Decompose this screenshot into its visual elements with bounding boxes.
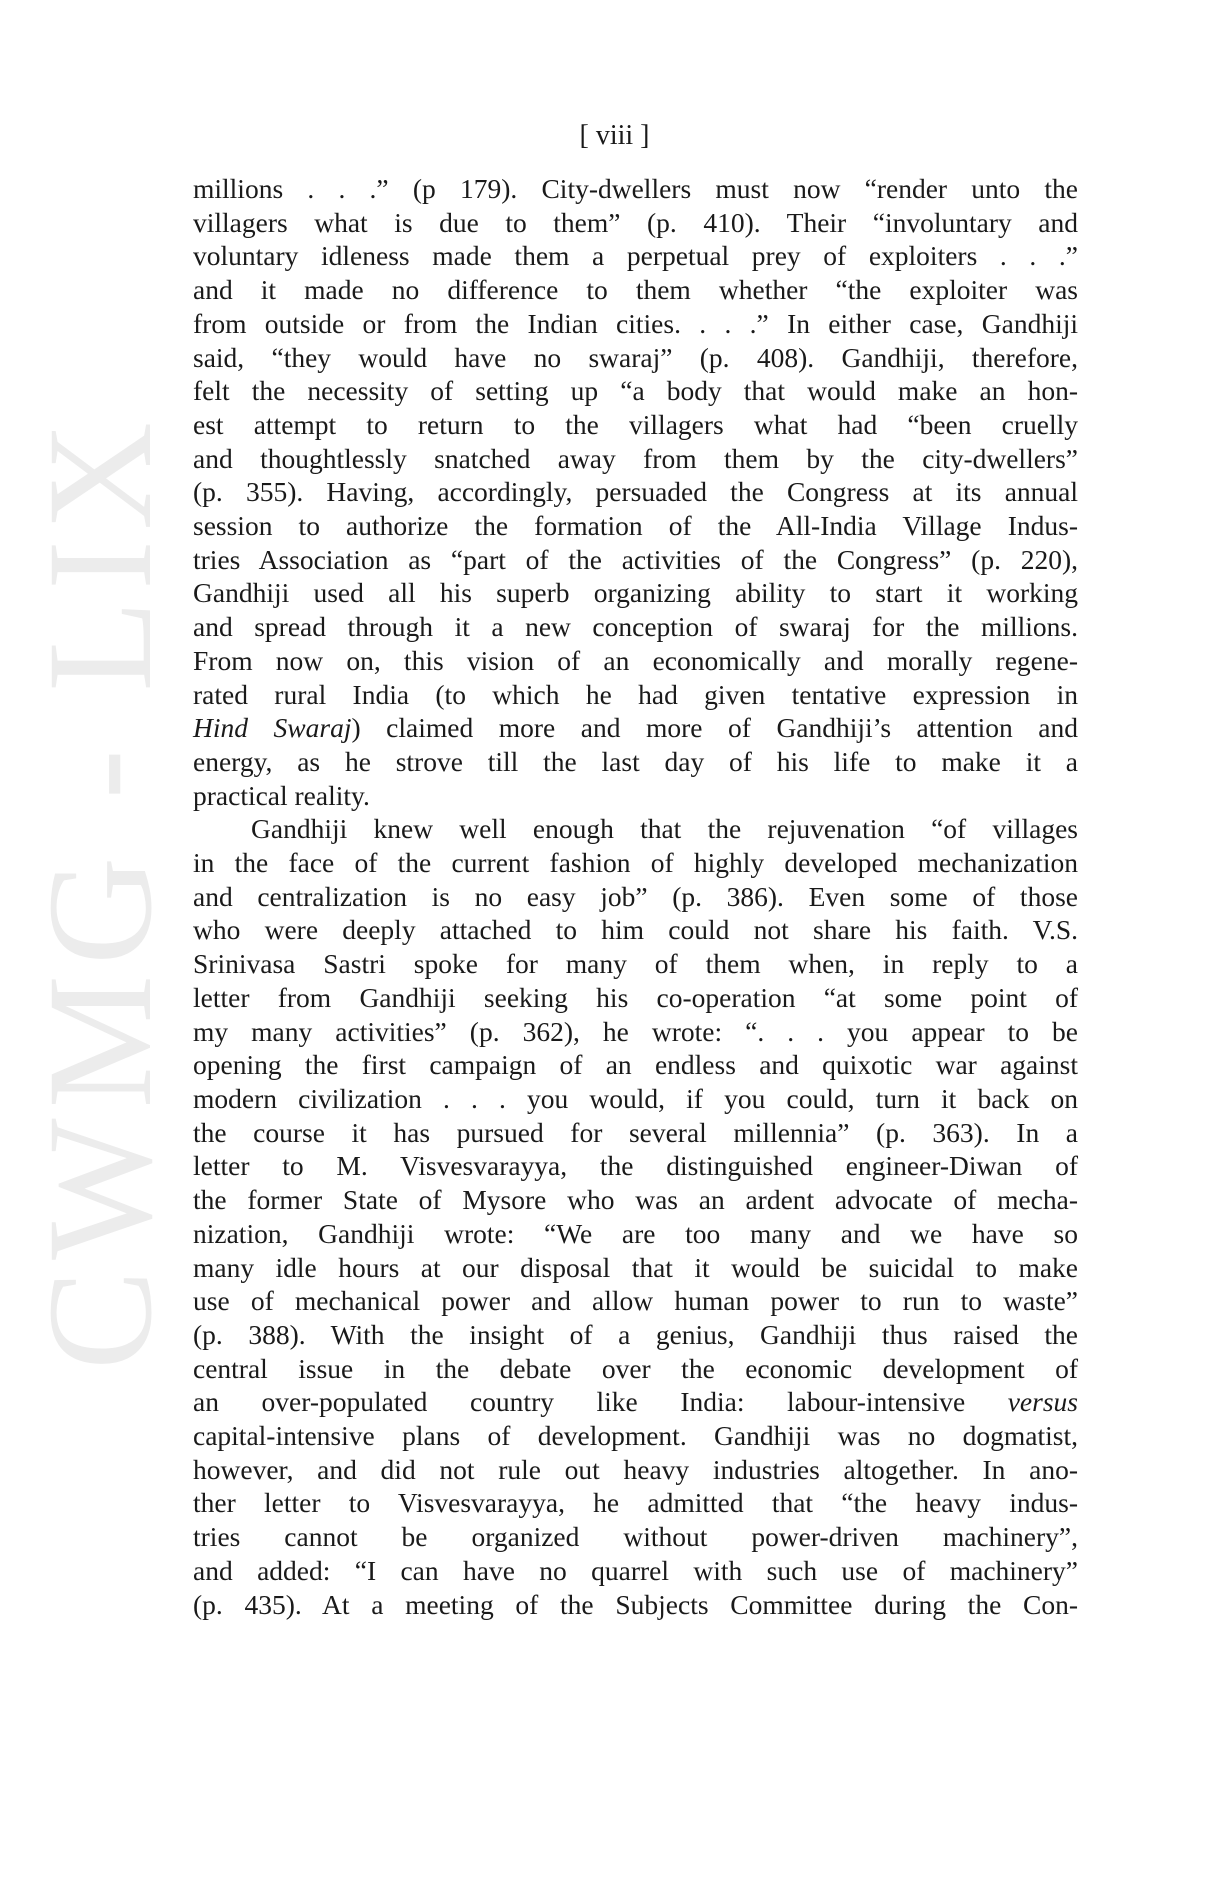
- text-line: [193, 442, 1078, 476]
- italic-text: versus: [1007, 1386, 1078, 1418]
- text-line: [193, 1284, 1078, 1318]
- text-line: [193, 1318, 1078, 1352]
- text-line: [193, 981, 1078, 1015]
- text-segment: and it made no difference to them whether “the exploiter was: [193, 274, 1078, 306]
- text-segment: in the face of the current fashion of highly developed mechanization: [193, 847, 1078, 879]
- text-line: [193, 610, 1078, 644]
- text-line: [193, 307, 1078, 341]
- text-segment: the former State of Mysore who was an ardent advocate of mecha-: [193, 1184, 1078, 1216]
- body-text: [193, 172, 1078, 1621]
- text-line: [193, 1352, 1078, 1386]
- text-segment: Gandhiji knew well enough that the rejuvenation “of villages: [251, 813, 1078, 845]
- text-line: [193, 745, 1078, 779]
- text-line: [193, 543, 1078, 577]
- text-line: [193, 1015, 1078, 1049]
- text-segment: voluntary idleness made them a perpetual prey of exploiters . . .”: [193, 240, 1078, 272]
- text-segment: modern civilization . . . you would, if you could, turn it back on: [193, 1082, 1078, 1114]
- text-segment: (p. 388). With the insight of a genius, Gandhiji thus raised the: [193, 1318, 1078, 1350]
- text-line: [193, 172, 1078, 206]
- text-line: [193, 913, 1078, 947]
- text-line: [193, 273, 1078, 307]
- text-line: [193, 846, 1078, 880]
- text-segment: my many activities” (p. 362), he wrote: “. . . you appear to be: [193, 1015, 1078, 1047]
- text-segment: ) claimed more and more of Gandhiji’s attention and: [351, 712, 1079, 744]
- text-line: [193, 1419, 1078, 1453]
- text-line: [193, 576, 1078, 610]
- text-segment: many idle hours at our disposal that it would be suicidal to make: [193, 1251, 1078, 1283]
- text-line: [193, 1251, 1078, 1285]
- text-line: [193, 1385, 1078, 1419]
- text-segment: ther letter to Visvesvarayya, he admitted that “the heavy indus-: [193, 1487, 1078, 1519]
- text-segment: and spread through it a new conception of swaraj for the millions.: [193, 611, 1078, 643]
- text-segment: and added: “I can have no quarrel with such use of machinery”: [193, 1554, 1078, 1586]
- text-segment: the course it has pursued for several millennia” (p. 363). In a: [193, 1116, 1078, 1148]
- text-segment: capital-intensive plans of development. Gandhiji was no dogmatist,: [193, 1420, 1078, 1452]
- text-segment: use of mechanical power and allow human power to run to waste”: [193, 1285, 1078, 1317]
- text-line: [193, 1453, 1078, 1487]
- text-line: [193, 374, 1078, 408]
- text-segment: and centralization is no easy job” (p. 386). Even some of those: [193, 880, 1078, 912]
- text-line: [193, 1116, 1078, 1150]
- text-line: [193, 509, 1078, 543]
- text-segment: (p. 435). At a meeting of the Subjects Committee during the Con-: [193, 1588, 1078, 1620]
- text-line: [193, 475, 1078, 509]
- text-segment: letter from Gandhiji seeking his co-operation “at some point of: [193, 981, 1078, 1013]
- page-number: [ viii ]: [579, 120, 650, 151]
- text-segment: from outside or from the Indian cities. . . .” In either case, Gandhiji: [193, 307, 1078, 339]
- text-line: [193, 711, 1078, 745]
- text-line: [193, 1149, 1078, 1183]
- text-segment: tries Association as “part of the activities of the Congress” (p. 220),: [193, 543, 1078, 575]
- text-segment: villagers what is due to them” (p. 410). Their “involuntary and: [193, 206, 1078, 238]
- text-line: [193, 1048, 1078, 1082]
- text-segment: millions . . .” (p 179). City-dwellers must now “render unto the: [193, 173, 1078, 204]
- text-segment: felt the necessity of setting up “a body that would make an hon-: [193, 375, 1078, 407]
- text-line: [193, 1183, 1078, 1217]
- text-segment: letter to M. Visvesvarayya, the distinguished engineer-Diwan of: [193, 1150, 1078, 1182]
- text-line: [193, 779, 1078, 813]
- text-line: [193, 678, 1078, 712]
- text-segment: who were deeply attached to him could not share his faith. V.S.: [193, 914, 1078, 946]
- text-segment: energy, as he strove till the last day of his life to make it a: [193, 745, 1078, 777]
- text-segment: nization, Gandhiji wrote: “We are too many and we have so: [193, 1217, 1078, 1249]
- text-line: [193, 880, 1078, 914]
- text-segment: From now on, this vision of an economically and morally regene-: [193, 644, 1078, 676]
- text-segment: central issue in the debate over the economic development of: [193, 1352, 1078, 1384]
- text-line: [193, 1217, 1078, 1251]
- text-line: [193, 812, 1078, 846]
- text-line: [193, 408, 1078, 442]
- text-line: [193, 1082, 1078, 1116]
- text-segment: Srinivasa Sastri spoke for many of them when, in reply to a: [193, 948, 1078, 980]
- text-segment: and thoughtlessly snatched away from them by the city-dwellers”: [193, 442, 1078, 474]
- text-segment: (p. 355). Having, accordingly, persuaded the Congress at its annual: [193, 476, 1078, 508]
- text-line: [193, 1486, 1078, 1520]
- text-segment: opening the first campaign of an endless and quixotic war against: [193, 1049, 1078, 1081]
- text-line: [193, 239, 1078, 273]
- text-line: [193, 1588, 1078, 1622]
- text-segment: Gandhiji used all his superb organizing ability to start it working: [193, 577, 1078, 609]
- text-segment: however, and did not rule out heavy industries altogether. In ano-: [193, 1453, 1078, 1485]
- text-line: [193, 1554, 1078, 1588]
- text-line: [193, 947, 1078, 981]
- text-segment: tries cannot be organized without power-driven machinery”,: [193, 1521, 1078, 1553]
- watermark: CWMG - LIX: [17, 411, 183, 1370]
- text-line: [193, 644, 1078, 678]
- text-segment: said, “they would have no swaraj” (p. 408). Gandhiji, therefore,: [193, 341, 1078, 373]
- text-segment: est attempt to return to the villagers what had “been cruelly: [193, 408, 1078, 440]
- text-line: [193, 341, 1078, 375]
- text-segment: session to authorize the formation of the All-India Village Indus-: [193, 510, 1078, 542]
- text-line: [193, 206, 1078, 240]
- italic-text: Hind Swaraj: [193, 712, 352, 744]
- text-line: [193, 1520, 1078, 1554]
- text-segment: practical reality.: [193, 779, 370, 811]
- text-segment: rated rural India (to which he had given tentative expression in: [193, 678, 1078, 710]
- text-segment: an over-populated country like India: labour-intensive: [193, 1386, 1008, 1418]
